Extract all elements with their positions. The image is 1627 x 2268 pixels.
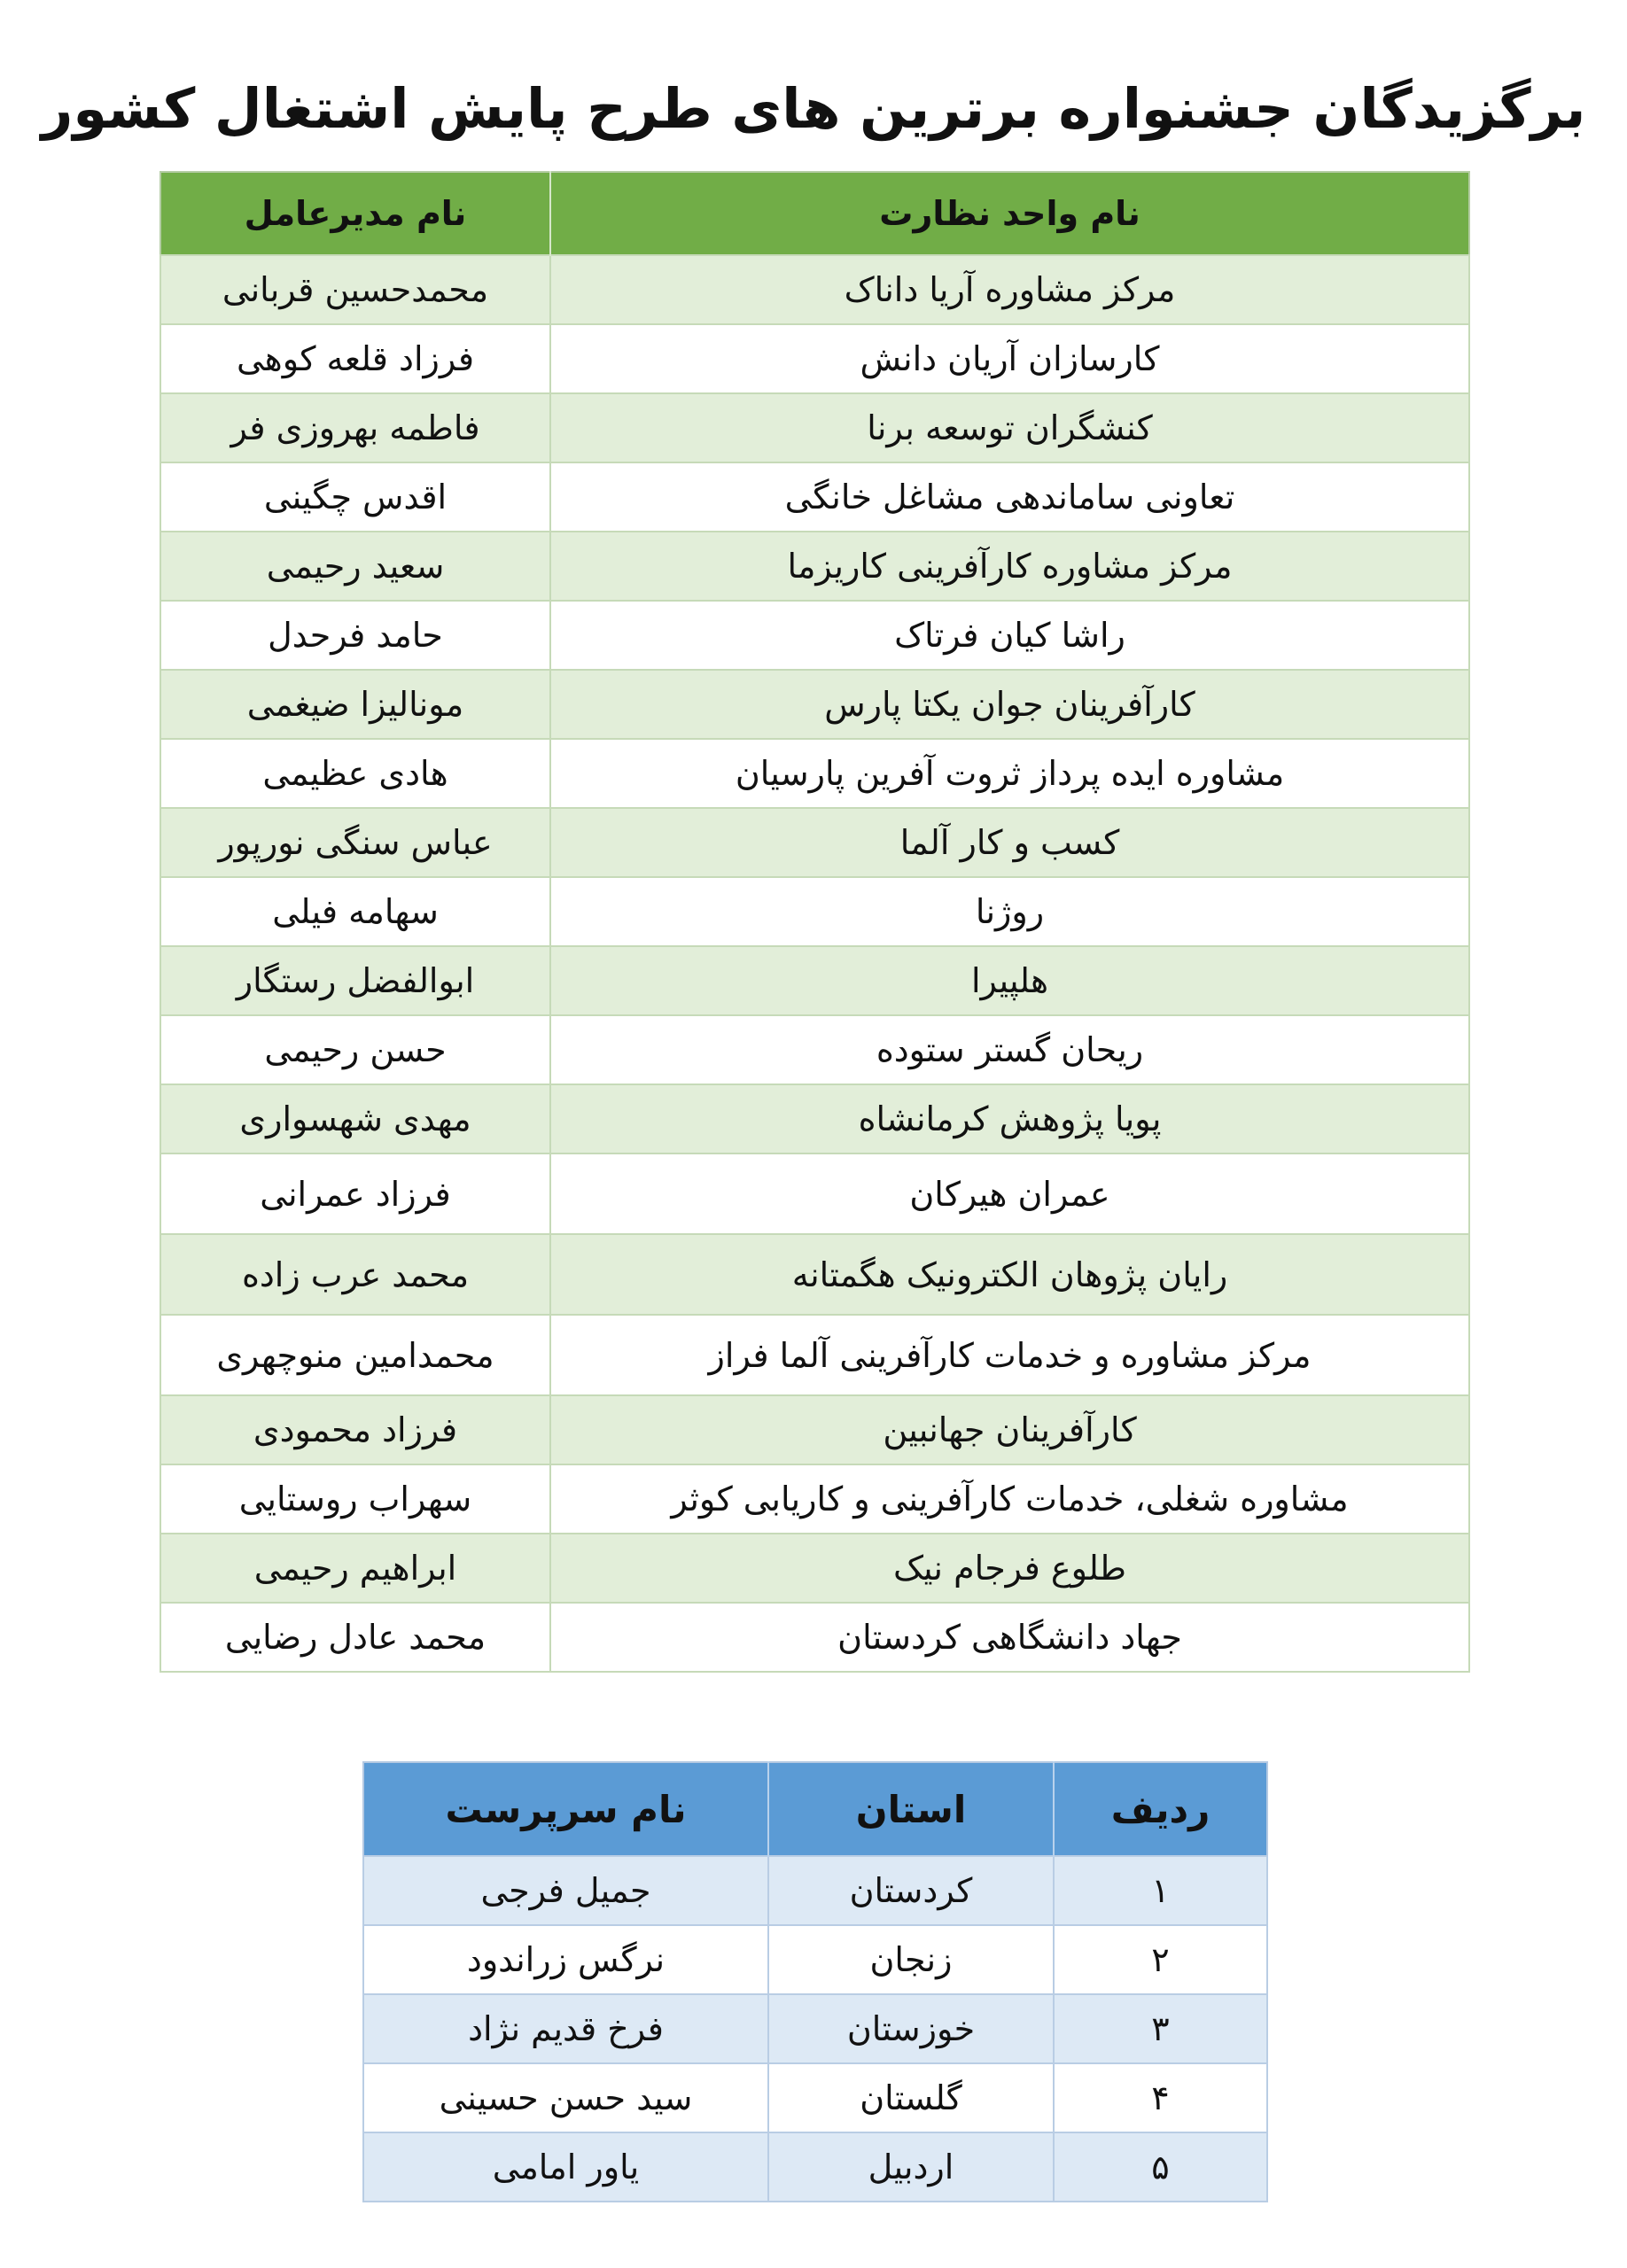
unit-cell: کارسازان آریان دانش <box>550 324 1469 393</box>
table-row <box>160 601 1469 670</box>
table-row <box>363 2132 1267 2202</box>
unit-cell: طلوع فرجام نیک <box>550 1534 1469 1603</box>
unit-cell: کارآفرینان جهانبین <box>550 1395 1469 1464</box>
manager-cell: محمد عرب زاده <box>160 1234 550 1315</box>
unit-cell: کسب و کار آلما <box>550 808 1469 877</box>
unit-cell: مشاوره ایده پرداز ثروت آفرین پارسیان <box>550 739 1469 808</box>
manager-cell: ابراهیم رحیمی <box>160 1534 550 1603</box>
manager-cell: سعید رحیمی <box>160 532 550 601</box>
header-supervisor: نام سرپرست <box>363 1762 768 1856</box>
unit-cell: رایان پژوهان الکترونیک هگمتانه <box>550 1234 1469 1315</box>
manager-cell: حامد فرحدل <box>160 601 550 670</box>
table-row <box>160 1015 1469 1084</box>
unit-cell: ریحان گستر ستوده <box>550 1015 1469 1084</box>
unit-cell: تعاونی ساماندهی مشاغل خانگی <box>550 462 1469 532</box>
unit-cell: کنشگران توسعه برنا <box>550 393 1469 462</box>
province-cell: اردبیل <box>768 2132 1054 2202</box>
table-row <box>160 393 1469 462</box>
index-cell: ۳ <box>1054 1994 1267 2063</box>
unit-cell: راشا کیان فرتاک <box>550 601 1469 670</box>
unit-cell: مشاوره شغلی، خدمات کارآفرینی و کاریابی کوثر <box>550 1464 1469 1534</box>
index-cell: ۲ <box>1054 1925 1267 1994</box>
header-index: ردیف <box>1054 1762 1267 1856</box>
province-cell: گلستان <box>768 2063 1054 2132</box>
table-row <box>363 2063 1267 2132</box>
unit-cell: پویا پژوهش کرمانشاه <box>550 1084 1469 1153</box>
manager-cell: سهامه فیلی <box>160 877 550 946</box>
province-cell: کردستان <box>768 1856 1054 1925</box>
manager-cell: فرزاد محمودی <box>160 1395 550 1464</box>
unit-cell: کارآفرینان جوان یکتا پارس <box>550 670 1469 739</box>
province-cell: خوزستان <box>768 1994 1054 2063</box>
table-row <box>160 1153 1469 1234</box>
units-table <box>160 171 1470 1673</box>
table-row <box>160 1315 1469 1395</box>
page-title: برگزیدگان جشنواره برترین های طرح پایش اشتغال کشور <box>41 76 1586 141</box>
province-cell: زنجان <box>768 1925 1054 1994</box>
units-table-header-row <box>160 172 1469 255</box>
table-row <box>160 462 1469 532</box>
table-row <box>160 1464 1469 1534</box>
unit-cell: عمران هیرکان <box>550 1153 1469 1234</box>
supervisor-cell: سید حسن حسینی <box>363 2063 768 2132</box>
table-row <box>160 946 1469 1015</box>
table-row <box>363 1994 1267 2063</box>
table-row <box>160 1534 1469 1603</box>
unit-cell: مرکز مشاوره آریا داناک <box>550 255 1469 324</box>
unit-cell: جهاد دانشگاهی کردستان <box>550 1603 1469 1672</box>
manager-cell: محمدامین منوچهری <box>160 1315 550 1395</box>
manager-cell: فاطمه بهروزی فر <box>160 393 550 462</box>
header-unit-name: نام واحد نظارت <box>550 172 1469 255</box>
table-row <box>160 670 1469 739</box>
table-row <box>160 1084 1469 1153</box>
manager-cell: محمد عادل رضایی <box>160 1603 550 1672</box>
table-row <box>160 739 1469 808</box>
table-row <box>160 532 1469 601</box>
manager-cell: مهدی شهسواری <box>160 1084 550 1153</box>
table-row <box>160 1234 1469 1315</box>
manager-cell: مونالیزا ضیغمی <box>160 670 550 739</box>
unit-cell: مرکز مشاوره و خدمات کارآفرینی آلما فراز <box>550 1315 1469 1395</box>
manager-cell: حسن رحیمی <box>160 1015 550 1084</box>
table-row <box>160 877 1469 946</box>
supervisors-table <box>362 1761 1268 2202</box>
table-row <box>160 1395 1469 1464</box>
supervisor-cell: جمیل فرجی <box>363 1856 768 1925</box>
manager-cell: عباس سنگی نورپور <box>160 808 550 877</box>
manager-cell: محمدحسین قربانی <box>160 255 550 324</box>
supervisors-table-header-row <box>363 1762 1267 1856</box>
index-cell: ۱ <box>1054 1856 1267 1925</box>
manager-cell: اقدس چگینی <box>160 462 550 532</box>
table-row <box>160 255 1469 324</box>
supervisor-cell: فرخ قدیم نژاد <box>363 1994 768 2063</box>
supervisor-cell: نرگس زراندود <box>363 1925 768 1994</box>
manager-cell: هادی عظیمی <box>160 739 550 808</box>
table-row <box>160 1603 1469 1672</box>
manager-cell: سهراب روستایی <box>160 1464 550 1534</box>
header-manager-name: نام مدیرعامل <box>160 172 550 255</box>
unit-cell: روژنا <box>550 877 1469 946</box>
unit-cell: هلپیرا <box>550 946 1469 1015</box>
index-cell: ۵ <box>1054 2132 1267 2202</box>
manager-cell: فرزاد قلعه کوهی <box>160 324 550 393</box>
table-row <box>363 1925 1267 1994</box>
table-row <box>363 1856 1267 1925</box>
header-province: استان <box>768 1762 1054 1856</box>
table-row <box>160 324 1469 393</box>
manager-cell: فرزاد عمرانی <box>160 1153 550 1234</box>
index-cell: ۴ <box>1054 2063 1267 2132</box>
table-row <box>160 808 1469 877</box>
manager-cell: ابوالفضل رستگار <box>160 946 550 1015</box>
unit-cell: مرکز مشاوره کارآفرینی کاریزما <box>550 532 1469 601</box>
supervisor-cell: یاور امامی <box>363 2132 768 2202</box>
